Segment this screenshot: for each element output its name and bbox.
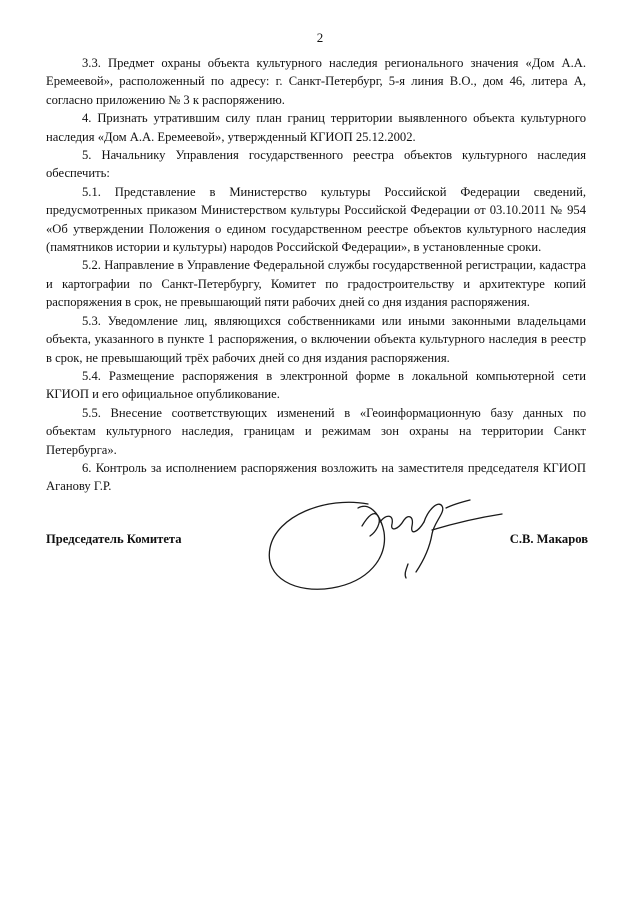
signature-flourish-stroke [432,514,502,530]
document-body [46,54,586,496]
paragraph-5-4: 5.4. Размещение распоряжения в электронной форме в локальной компьютерной сети КГИОП и его официальное опубликование. [46,368,586,402]
paragraph-4: 4. Признать утратившим силу план границ территории выявленного объекта культурного наследия «Дом А.А. Еремеевой», утвержденный КГИОП 25.12.2002. [46,111,586,144]
paragraph-5-3: 5.3. Уведомление лиц, являющихся собственниками или иными законными владельцами объекта, указанного в пункте 1 распоряжения, о включении объекта культурного наследия в реестр в срок, не превышающий трёх рабочих дней со дня издания распоряжения. [46,313,586,365]
paragraph-5-2: 5.2. Направление в Управление Федеральной службы государственной регистрации, кадастра и картографии по Санкт-Петербургу, Комитет по градостроительству и архитектуре копий распоряжения в срок, не превышающий пяти рабочих дней со дня издания распоряжения. [46,258,586,310]
paragraph-3-3: 3.3. Предмет охраны объекта культурного наследия регионального значения «Дом А.А. Еремеевой», расположенный по адресу: г. Санкт-Петербург, 5-я линия В.О., дом 46, литера А, согласно приложению № 3 к распоряжению. [46,56,586,107]
paragraph-5-5: 5.5. Внесение соответствующих изменений в «Геоинформационную базу данных по объектам культурного наследия, границам и режимам зон охраны на территории Санкт Петербурга». [46,405,586,457]
signature-flourish-stroke [446,500,470,508]
handwritten-signature [256,486,506,604]
signatory-name: С.В. Макаров [509,532,588,546]
signature-letter-stroke [380,516,424,532]
signature-loop-stroke [269,502,384,589]
signature-letter-stroke [362,514,379,536]
paragraph-5: 5. Начальнику Управления государственного реестра объектов культурного наследия обеспечить: [46,148,586,181]
paragraph-5-1: 5.1. Представление в Министерство культуры Российской Федерации сведений, предусмотренных приказом Министерством культуры Российской Федерации от 03.10.2011 № 954 «Об утверждении Положения о едином государственном реестре объектов культурного наследия (памятников истории и культуры) народов Российской Федерации», в установленные сроки. [46,184,586,255]
paragraph-6: 6. Контроль за исполнением распоряжения возложить на заместителя председателя КГИОП Аганову Г.Р. [46,460,586,494]
signatory-title: Председатель Комитета [46,532,182,546]
page-number: 2 [316,30,324,45]
signature-letter-stroke [405,564,408,578]
signature-letter-stroke [416,504,443,572]
